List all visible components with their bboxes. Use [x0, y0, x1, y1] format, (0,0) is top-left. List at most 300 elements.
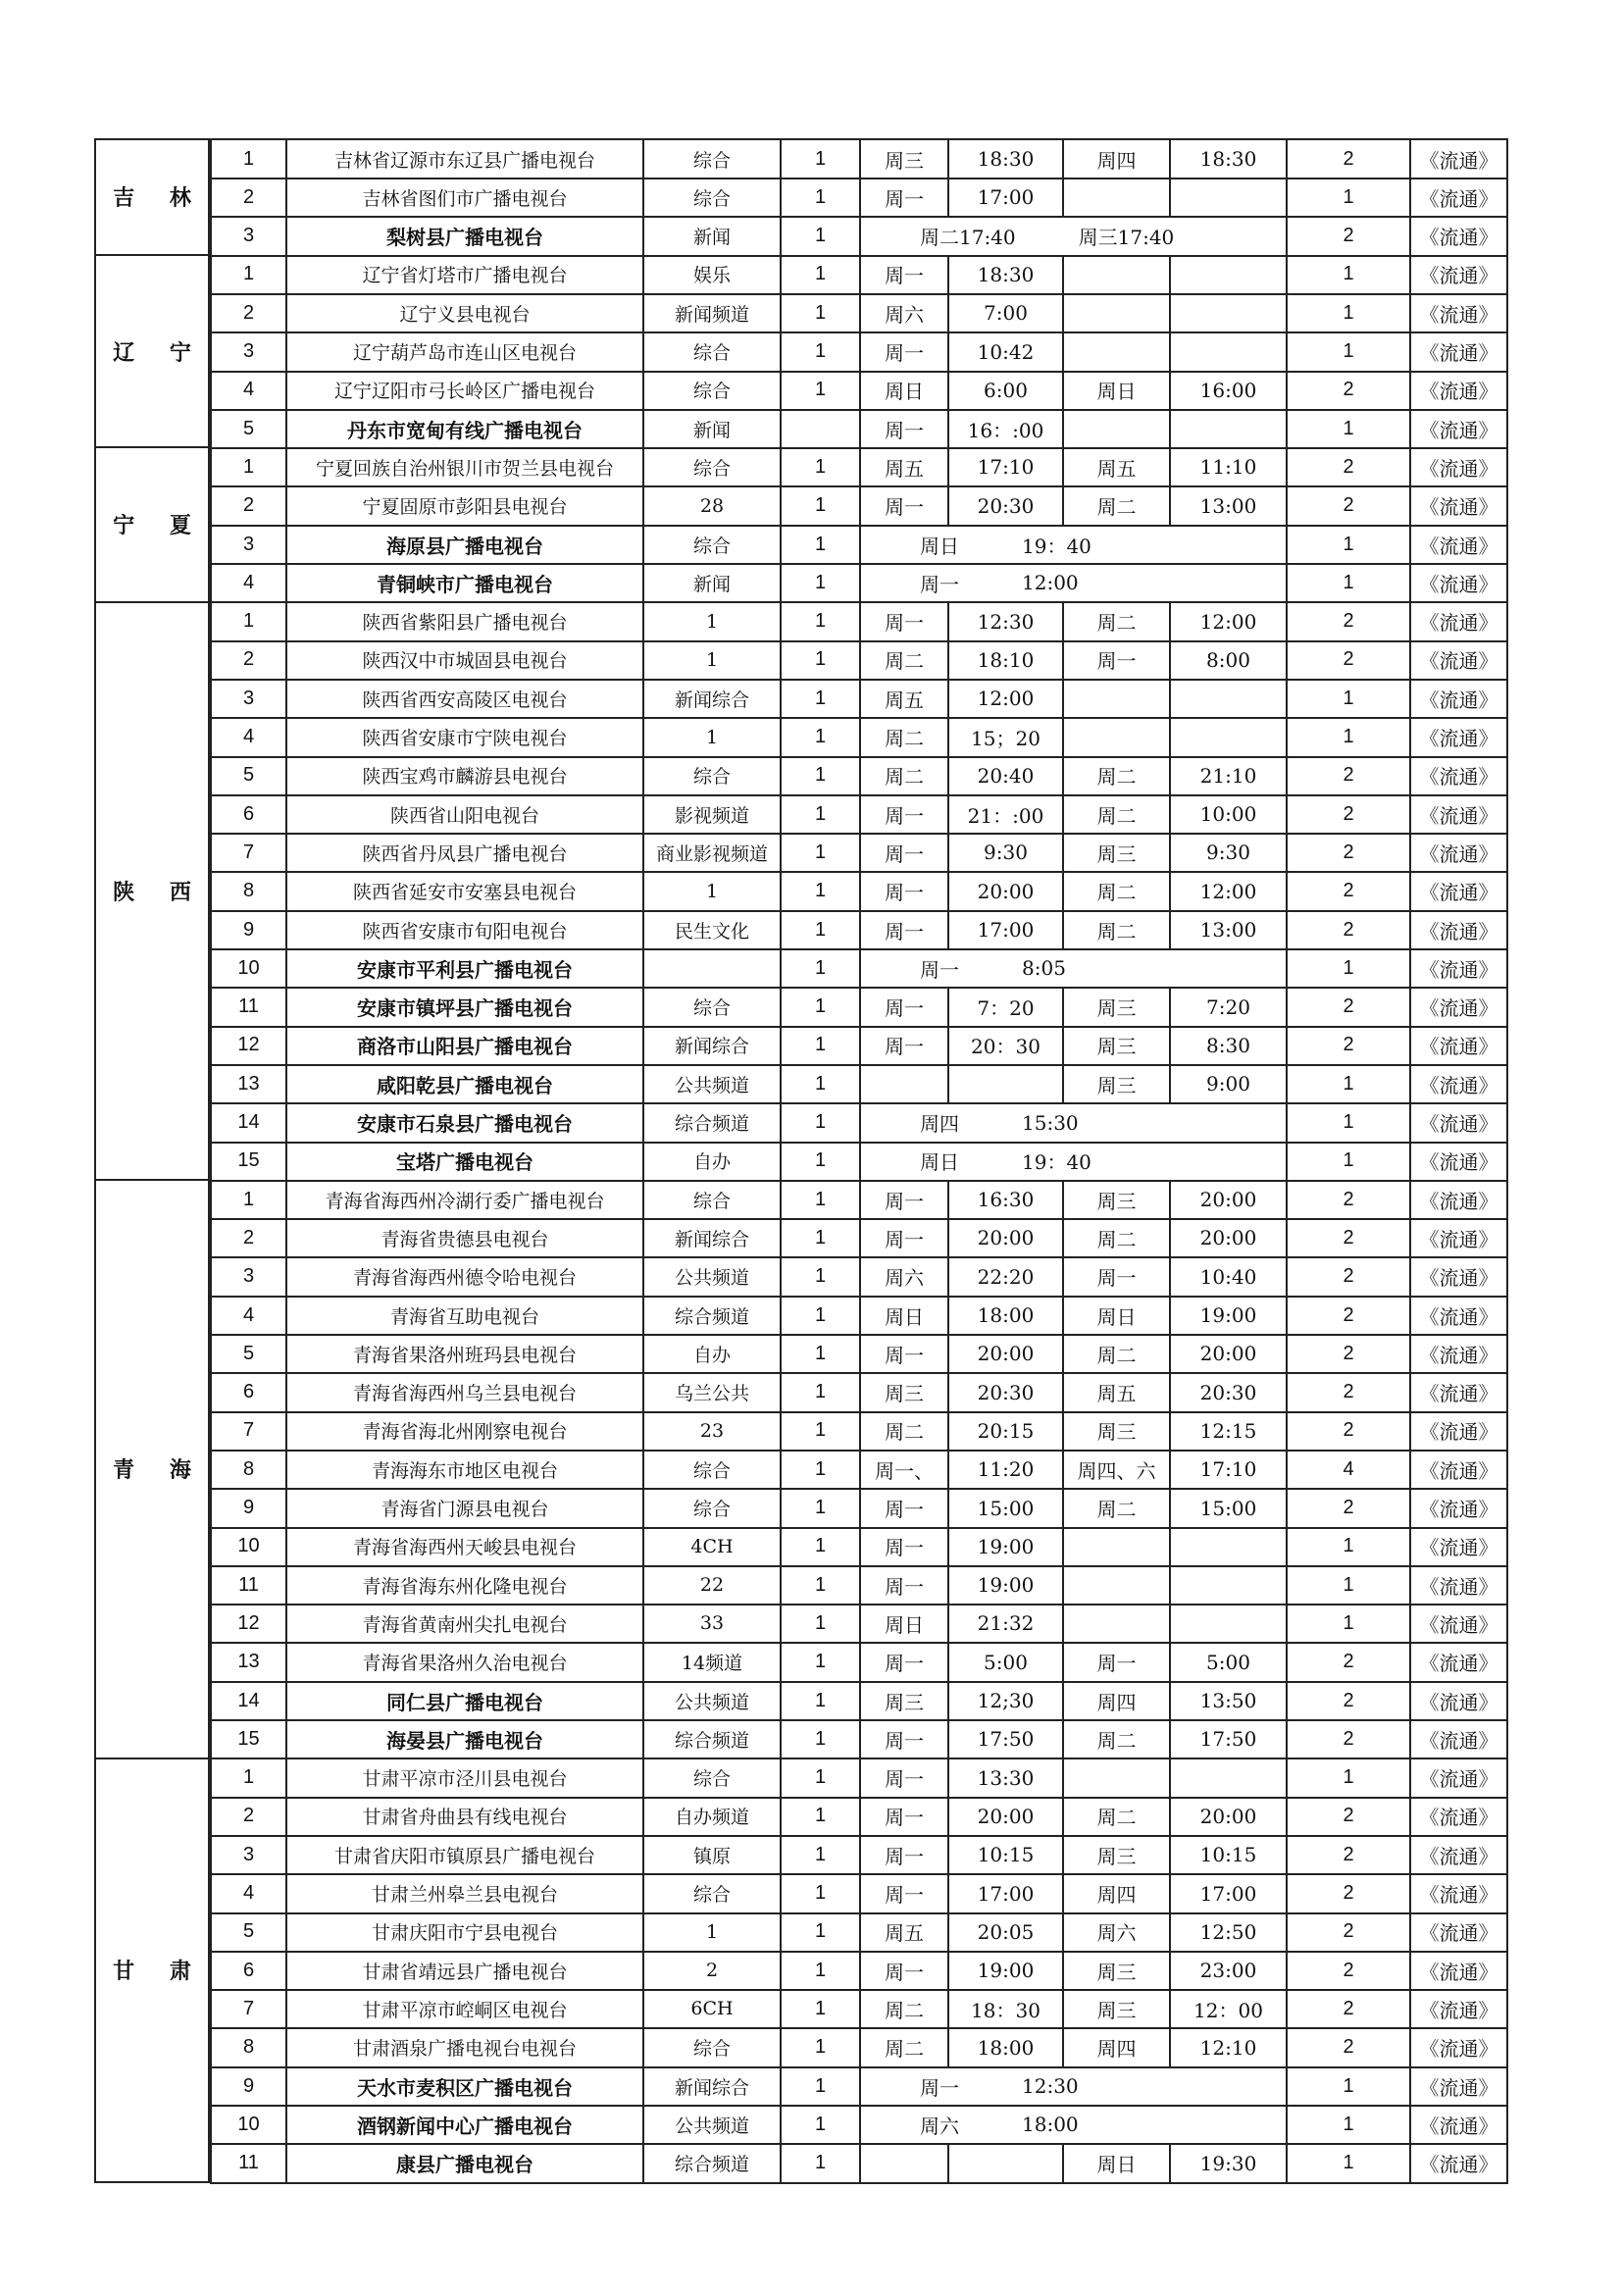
first-airing-day: 周一	[861, 1798, 949, 1837]
table-row	[0, 1759, 1624, 1798]
first-airing-time: 5:00	[949, 1644, 1064, 1683]
channel-name: 影视频道	[644, 795, 782, 835]
episode-count: 1	[782, 178, 861, 218]
schedule-slot-2: 12:00	[1022, 571, 1079, 595]
second-airing-time: 12:00	[1171, 873, 1288, 912]
program-title: 《流通》	[1411, 410, 1508, 449]
first-airing-day: 周一	[861, 1219, 949, 1258]
row-number: 10	[210, 1528, 287, 1567]
first-airing-day: 周一	[861, 1952, 949, 1991]
first-airing-day: 周一	[861, 795, 949, 835]
station-name: 陕西省紫阳县广播电视台	[287, 603, 644, 642]
second-airing-day: 周日	[1064, 372, 1171, 411]
second-airing-time: 10:00	[1171, 795, 1288, 835]
second-airing-day: 周三	[1064, 1952, 1171, 1991]
station-name: 青海省门源县电视台	[287, 1490, 644, 1529]
program-title: 《流通》	[1411, 1836, 1508, 1875]
table-row	[0, 1682, 1624, 1720]
second-airing-day: 周三	[1064, 1990, 1171, 2029]
episode-count: 1	[782, 487, 861, 527]
first-airing-time: 20:30	[949, 487, 1064, 527]
province-label: 甘 肃	[94, 1758, 210, 2183]
broadcast-schedule-merged	[861, 564, 1288, 603]
schedule-slot-1: 周一	[920, 572, 959, 596]
first-airing-time: 20:00	[949, 1335, 1064, 1374]
first-airing-time: 18:30	[949, 140, 1064, 179]
first-airing-time: 17:50	[949, 1720, 1064, 1759]
first-airing-time: 16:30	[949, 1181, 1064, 1220]
first-airing-time: 19:00	[949, 1566, 1064, 1605]
program-title: 《流通》	[1411, 1143, 1508, 1182]
second-airing-day: 周二	[1064, 1335, 1171, 1374]
row-number: 4	[210, 1297, 287, 1336]
table-row	[0, 2106, 1624, 2144]
first-airing-day: 周一	[861, 989, 949, 1028]
station-name: 甘肃兰州皋兰县电视台	[287, 1875, 644, 1914]
airing-count: 2	[1288, 1181, 1411, 1220]
table-row	[0, 1104, 1624, 1143]
row-number: 12	[210, 1605, 287, 1644]
broadcast-schedule-merged	[861, 2106, 1288, 2145]
table-row	[0, 1027, 1624, 1065]
second-airing-day: 周三	[1064, 1412, 1171, 1452]
second-airing-day: 周四	[1064, 2029, 1171, 2068]
row-number: 2	[210, 1798, 287, 1837]
second-airing-day	[1064, 1566, 1171, 1605]
episode-count: 1	[782, 641, 861, 681]
table-row	[0, 1836, 1624, 1874]
table-row	[0, 1451, 1624, 1489]
station-name: 安康市石泉县广播电视台	[287, 1104, 644, 1144]
program-title: 《流通》	[1411, 873, 1508, 912]
first-airing-day: 周二	[861, 1412, 949, 1452]
table-row	[0, 1798, 1624, 1836]
table-row	[0, 140, 1624, 178]
program-title: 《流通》	[1411, 1065, 1508, 1104]
airing-count: 1	[1288, 526, 1411, 565]
second-airing-time: 17:50	[1171, 1720, 1288, 1759]
episode-count: 1	[782, 1682, 861, 1721]
program-title: 《流通》	[1411, 1528, 1508, 1567]
program-title: 《流通》	[1411, 719, 1508, 758]
channel-name: 22	[644, 1566, 782, 1605]
row-number: 5	[210, 1335, 287, 1374]
program-title: 《流通》	[1411, 1258, 1508, 1298]
episode-count: 1	[782, 2145, 861, 2184]
row-number: 3	[210, 218, 287, 257]
program-title: 《流通》	[1411, 1335, 1508, 1374]
second-airing-day: 周二	[1064, 487, 1171, 527]
second-airing-day: 周三	[1064, 989, 1171, 1028]
table-row	[0, 680, 1624, 718]
airing-count: 2	[1288, 448, 1411, 487]
row-number: 11	[210, 1566, 287, 1605]
second-airing-day: 周二	[1064, 911, 1171, 950]
airing-count: 2	[1288, 1913, 1411, 1953]
row-number: 3	[210, 1836, 287, 1875]
province-label: 宁 夏	[94, 446, 210, 602]
row-number: 9	[210, 911, 287, 950]
first-airing-time: 21:32	[949, 1605, 1064, 1644]
first-airing-time: 20:30	[949, 1374, 1064, 1413]
episode-count: 1	[782, 1219, 861, 1258]
program-title: 《流通》	[1411, 333, 1508, 373]
program-title: 《流通》	[1411, 2106, 1508, 2145]
program-title: 《流通》	[1411, 1490, 1508, 1529]
airing-count: 1	[1288, 1104, 1411, 1144]
station-name: 青海海东市地区电视台	[287, 1451, 644, 1490]
program-title: 《流通》	[1411, 487, 1508, 527]
province-label: 吉 林	[94, 138, 210, 256]
airing-count: 2	[1288, 218, 1411, 257]
first-airing-time: 18:00	[949, 2029, 1064, 2068]
channel-name: 1	[644, 719, 782, 758]
episode-count: 1	[782, 1143, 861, 1182]
episode-count: 1	[782, 1258, 861, 1298]
row-number: 13	[210, 1065, 287, 1104]
first-airing-time: 20:15	[949, 1412, 1064, 1452]
second-airing-day: 周五	[1064, 448, 1171, 487]
station-name: 陕西省延安市安塞县电视台	[287, 873, 644, 912]
table-row	[0, 1990, 1624, 2028]
program-title: 《流通》	[1411, 834, 1508, 873]
episode-count: 1	[782, 1913, 861, 1953]
row-number: 15	[210, 1720, 287, 1759]
channel-name: 1	[644, 873, 782, 912]
program-title: 《流通》	[1411, 1913, 1508, 1953]
broadcast-schedule-merged	[861, 2067, 1288, 2107]
row-number: 4	[210, 372, 287, 411]
first-airing-time: 20：30	[949, 1027, 1064, 1066]
row-number: 11	[210, 2145, 287, 2184]
program-title: 《流通》	[1411, 1374, 1508, 1413]
first-airing-time: 17:00	[949, 1875, 1064, 1914]
broadcast-schedule-merged	[861, 218, 1288, 257]
first-airing-time: 9:30	[949, 834, 1064, 873]
station-name: 青海省贵德县电视台	[287, 1219, 644, 1258]
channel-name	[644, 949, 782, 989]
station-name: 安康市镇坪县广播电视台	[287, 989, 644, 1028]
channel-name: 综合	[644, 1875, 782, 1914]
second-airing-time	[1171, 1528, 1288, 1567]
station-name: 陕西省丹凤县广播电视台	[287, 834, 644, 873]
episode-count: 1	[782, 564, 861, 603]
first-airing-day: 周三	[861, 1682, 949, 1721]
episode-count: 1	[782, 1720, 861, 1759]
first-airing-time: 6:00	[949, 372, 1064, 411]
station-name: 甘肃平凉市崆峒区电视台	[287, 1990, 644, 2029]
program-title: 《流通》	[1411, 256, 1508, 295]
first-airing-time: 15:00	[949, 1490, 1064, 1529]
program-title: 《流通》	[1411, 1720, 1508, 1759]
program-title: 《流通》	[1411, 1297, 1508, 1336]
first-airing-time: 20:40	[949, 757, 1064, 796]
row-number: 2	[210, 1219, 287, 1258]
station-name: 青海省海西州德令哈电视台	[287, 1258, 644, 1298]
second-airing-time: 17:00	[1171, 1875, 1288, 1914]
second-airing-day: 周二	[1064, 1490, 1171, 1529]
table-row	[0, 834, 1624, 872]
second-airing-time: 10:40	[1171, 1258, 1288, 1298]
first-airing-day: 周一	[861, 1181, 949, 1220]
row-number: 9	[210, 1490, 287, 1529]
channel-name: 乌兰公共	[644, 1374, 782, 1413]
airing-count: 1	[1288, 1143, 1411, 1182]
episode-count: 1	[782, 1412, 861, 1452]
airing-count: 1	[1288, 719, 1411, 758]
channel-name: 新闻	[644, 410, 782, 449]
second-airing-time: 8:30	[1171, 1027, 1288, 1066]
second-airing-time: 13:50	[1171, 1682, 1288, 1721]
program-title: 《流通》	[1411, 526, 1508, 565]
second-airing-day: 周三	[1064, 1065, 1171, 1104]
channel-name: 综合	[644, 1451, 782, 1490]
first-airing-time: 18:00	[949, 1297, 1064, 1336]
channel-name: 综合频道	[644, 2145, 782, 2184]
first-airing-time: 18:30	[949, 256, 1064, 295]
program-title: 《流通》	[1411, 1682, 1508, 1721]
schedule-slot-1: 周四	[920, 1112, 959, 1136]
channel-name: 综合频道	[644, 1104, 782, 1144]
row-number: 6	[210, 795, 287, 835]
first-airing-day: 周五	[861, 680, 949, 719]
broadcast-schedule-merged	[861, 526, 1288, 565]
program-title: 《流通》	[1411, 641, 1508, 681]
channel-name: 综合	[644, 989, 782, 1028]
schedule-slot-1: 周一	[920, 2075, 959, 2100]
second-airing-day: 周三	[1064, 1181, 1171, 1220]
airing-count: 1	[1288, 2067, 1411, 2107]
episode-count: 1	[782, 140, 861, 179]
first-airing-day: 周二	[861, 757, 949, 796]
second-airing-time: 11:10	[1171, 448, 1288, 487]
channel-name: 新闻综合	[644, 2067, 782, 2107]
second-airing-time: 12:50	[1171, 1913, 1288, 1953]
airing-count: 1	[1288, 256, 1411, 295]
second-airing-day: 周四	[1064, 1682, 1171, 1721]
station-name: 陕西省安康市宁陕电视台	[287, 719, 644, 758]
first-airing-time: 16：:00	[949, 410, 1064, 449]
province-label: 辽 宁	[94, 254, 210, 449]
first-airing-day: 周一	[861, 1720, 949, 1759]
table-row	[0, 989, 1624, 1027]
program-title: 《流通》	[1411, 1605, 1508, 1644]
airing-count: 1	[1288, 2106, 1411, 2145]
airing-count: 2	[1288, 1798, 1411, 1837]
first-airing-day: 周二	[861, 641, 949, 681]
airing-count: 2	[1288, 1720, 1411, 1759]
table-row	[0, 1528, 1624, 1566]
channel-name: 新闻	[644, 564, 782, 603]
table-row	[0, 178, 1624, 217]
second-airing-time	[1171, 719, 1288, 758]
episode-count: 1	[782, 333, 861, 373]
second-airing-day	[1064, 256, 1171, 295]
channel-name: 14频道	[644, 1644, 782, 1683]
airing-count: 1	[1288, 333, 1411, 373]
station-name: 天水市麦积区广播电视台	[287, 2067, 644, 2107]
second-airing-time: 20:00	[1171, 1181, 1288, 1220]
row-number: 8	[210, 2029, 287, 2068]
first-airing-day: 周一	[861, 410, 949, 449]
episode-count: 1	[782, 1836, 861, 1875]
episode-count: 1	[782, 1451, 861, 1490]
airing-count: 2	[1288, 873, 1411, 912]
first-airing-time: 12:00	[949, 680, 1064, 719]
channel-name: 镇原	[644, 1836, 782, 1875]
airing-count: 1	[1288, 564, 1411, 603]
program-title: 《流通》	[1411, 989, 1508, 1028]
program-title: 《流通》	[1411, 1104, 1508, 1144]
row-number: 9	[210, 2067, 287, 2107]
first-airing-time: 13:30	[949, 1759, 1064, 1799]
table-row	[0, 1490, 1624, 1528]
second-airing-time: 20:00	[1171, 1335, 1288, 1374]
first-airing-day: 周六	[861, 1258, 949, 1298]
station-name: 青海省海西州天峻县电视台	[287, 1528, 644, 1567]
row-number: 5	[210, 1913, 287, 1953]
episode-count: 1	[782, 603, 861, 642]
program-title: 《流通》	[1411, 2067, 1508, 2107]
second-airing-day: 周日	[1064, 1297, 1171, 1336]
channel-name: 综合	[644, 178, 782, 218]
table-row	[0, 1258, 1624, 1297]
second-airing-day	[1064, 294, 1171, 333]
broadcast-schedule-merged	[861, 1143, 1288, 1182]
station-name: 吉林省图们市广播电视台	[287, 178, 644, 218]
province-label: 青 海	[94, 1179, 210, 1759]
episode-count: 1	[782, 1875, 861, 1914]
row-number: 14	[210, 1682, 287, 1721]
channel-name: 综合频道	[644, 1720, 782, 1759]
episode-count: 1	[782, 1566, 861, 1605]
table-row	[0, 911, 1624, 949]
schedule-slot-1: 周一	[920, 957, 959, 982]
program-title: 《流通》	[1411, 2145, 1508, 2184]
table-row	[0, 294, 1624, 332]
second-airing-time: 21:10	[1171, 757, 1288, 796]
table-row	[0, 603, 1624, 641]
episode-count: 1	[782, 1952, 861, 1991]
row-number: 13	[210, 1644, 287, 1683]
second-airing-day: 周三	[1064, 834, 1171, 873]
episode-count: 1	[782, 873, 861, 912]
table-row	[0, 372, 1624, 410]
station-name: 青海省海西州乌兰县电视台	[287, 1374, 644, 1413]
first-airing-day: 周一	[861, 1759, 949, 1799]
first-airing-time: 22:20	[949, 1258, 1064, 1298]
second-airing-time: 9:30	[1171, 834, 1288, 873]
second-airing-time: 10:15	[1171, 1836, 1288, 1875]
airing-count: 2	[1288, 1335, 1411, 1374]
second-airing-day: 周二	[1064, 603, 1171, 642]
airing-count: 2	[1288, 1875, 1411, 1914]
airing-count: 2	[1288, 989, 1411, 1028]
channel-name: 2	[644, 1952, 782, 1991]
first-airing-day: 周一	[861, 1875, 949, 1914]
channel-name: 新闻综合	[644, 1027, 782, 1066]
row-number: 5	[210, 410, 287, 449]
second-airing-day: 周六	[1064, 1913, 1171, 1953]
second-airing-day	[1064, 1528, 1171, 1567]
schedule-slot-2: 19：40	[1022, 1150, 1091, 1175]
first-airing-time: 18:10	[949, 641, 1064, 681]
station-name: 梨树县广播电视台	[287, 218, 644, 257]
station-name: 陕西省西安高陵区电视台	[287, 680, 644, 719]
first-airing-day: 周日	[861, 372, 949, 411]
second-airing-time	[1171, 680, 1288, 719]
program-title: 《流通》	[1411, 1875, 1508, 1914]
first-airing-time: 17:00	[949, 178, 1064, 218]
second-airing-day	[1064, 178, 1171, 218]
row-number: 15	[210, 1143, 287, 1182]
episode-count: 1	[782, 2106, 861, 2145]
first-airing-day: 周一、	[861, 1451, 949, 1490]
second-airing-time: 16:00	[1171, 372, 1288, 411]
row-number: 11	[210, 989, 287, 1028]
channel-name: 综合频道	[644, 1297, 782, 1336]
channel-name: 23	[644, 1412, 782, 1452]
table-row	[0, 1952, 1624, 1990]
table-row	[0, 1412, 1624, 1451]
row-number: 3	[210, 680, 287, 719]
episode-count: 1	[782, 526, 861, 565]
station-name: 宁夏回族自治州银川市贺兰县电视台	[287, 448, 644, 487]
second-airing-day: 周二	[1064, 757, 1171, 796]
program-title: 《流通》	[1411, 1412, 1508, 1452]
row-number: 6	[210, 1952, 287, 1991]
program-title: 《流通》	[1411, 294, 1508, 333]
first-airing-day: 周一	[861, 333, 949, 373]
first-airing-time	[949, 1065, 1064, 1104]
program-title: 《流通》	[1411, 603, 1508, 642]
station-name: 海原县广播电视台	[287, 526, 644, 565]
table-row	[0, 873, 1624, 911]
schedule-slot-1: 周日	[920, 534, 959, 558]
first-airing-time: 20:00	[949, 1219, 1064, 1258]
airing-count: 2	[1288, 1374, 1411, 1413]
airing-count: 2	[1288, 487, 1411, 527]
episode-count: 1	[782, 757, 861, 796]
channel-name: 4CH	[644, 1528, 782, 1567]
schedule-slot-2: 15:30	[1022, 1110, 1079, 1135]
first-airing-time: 11:20	[949, 1451, 1064, 1490]
first-airing-day: 周二	[861, 2029, 949, 2068]
airing-count: 2	[1288, 1412, 1411, 1452]
first-airing-day: 周一	[861, 1490, 949, 1529]
second-airing-time: 19:00	[1171, 1297, 1288, 1336]
table-row	[0, 719, 1624, 757]
second-airing-day: 周四	[1064, 1875, 1171, 1914]
row-number: 8	[210, 873, 287, 912]
program-title: 《流通》	[1411, 372, 1508, 411]
first-airing-time: 12:30	[949, 603, 1064, 642]
schedule-slot-2: 18:00	[1022, 2113, 1079, 2137]
row-number: 2	[210, 294, 287, 333]
station-name: 甘肃庆阳市宁县电视台	[287, 1913, 644, 1953]
row-number: 7	[210, 1412, 287, 1452]
table-row	[0, 564, 1624, 602]
airing-count: 2	[1288, 757, 1411, 796]
schedule-slot-1: 周日	[920, 1150, 959, 1175]
station-name: 丹东市宽甸有线广播电视台	[287, 410, 644, 449]
episode-count: 1	[782, 1297, 861, 1336]
program-title: 《流通》	[1411, 757, 1508, 796]
table-row	[0, 757, 1624, 795]
row-number: 6	[210, 1374, 287, 1413]
channel-name: 综合	[644, 757, 782, 796]
second-airing-time: 7:20	[1171, 989, 1288, 1028]
